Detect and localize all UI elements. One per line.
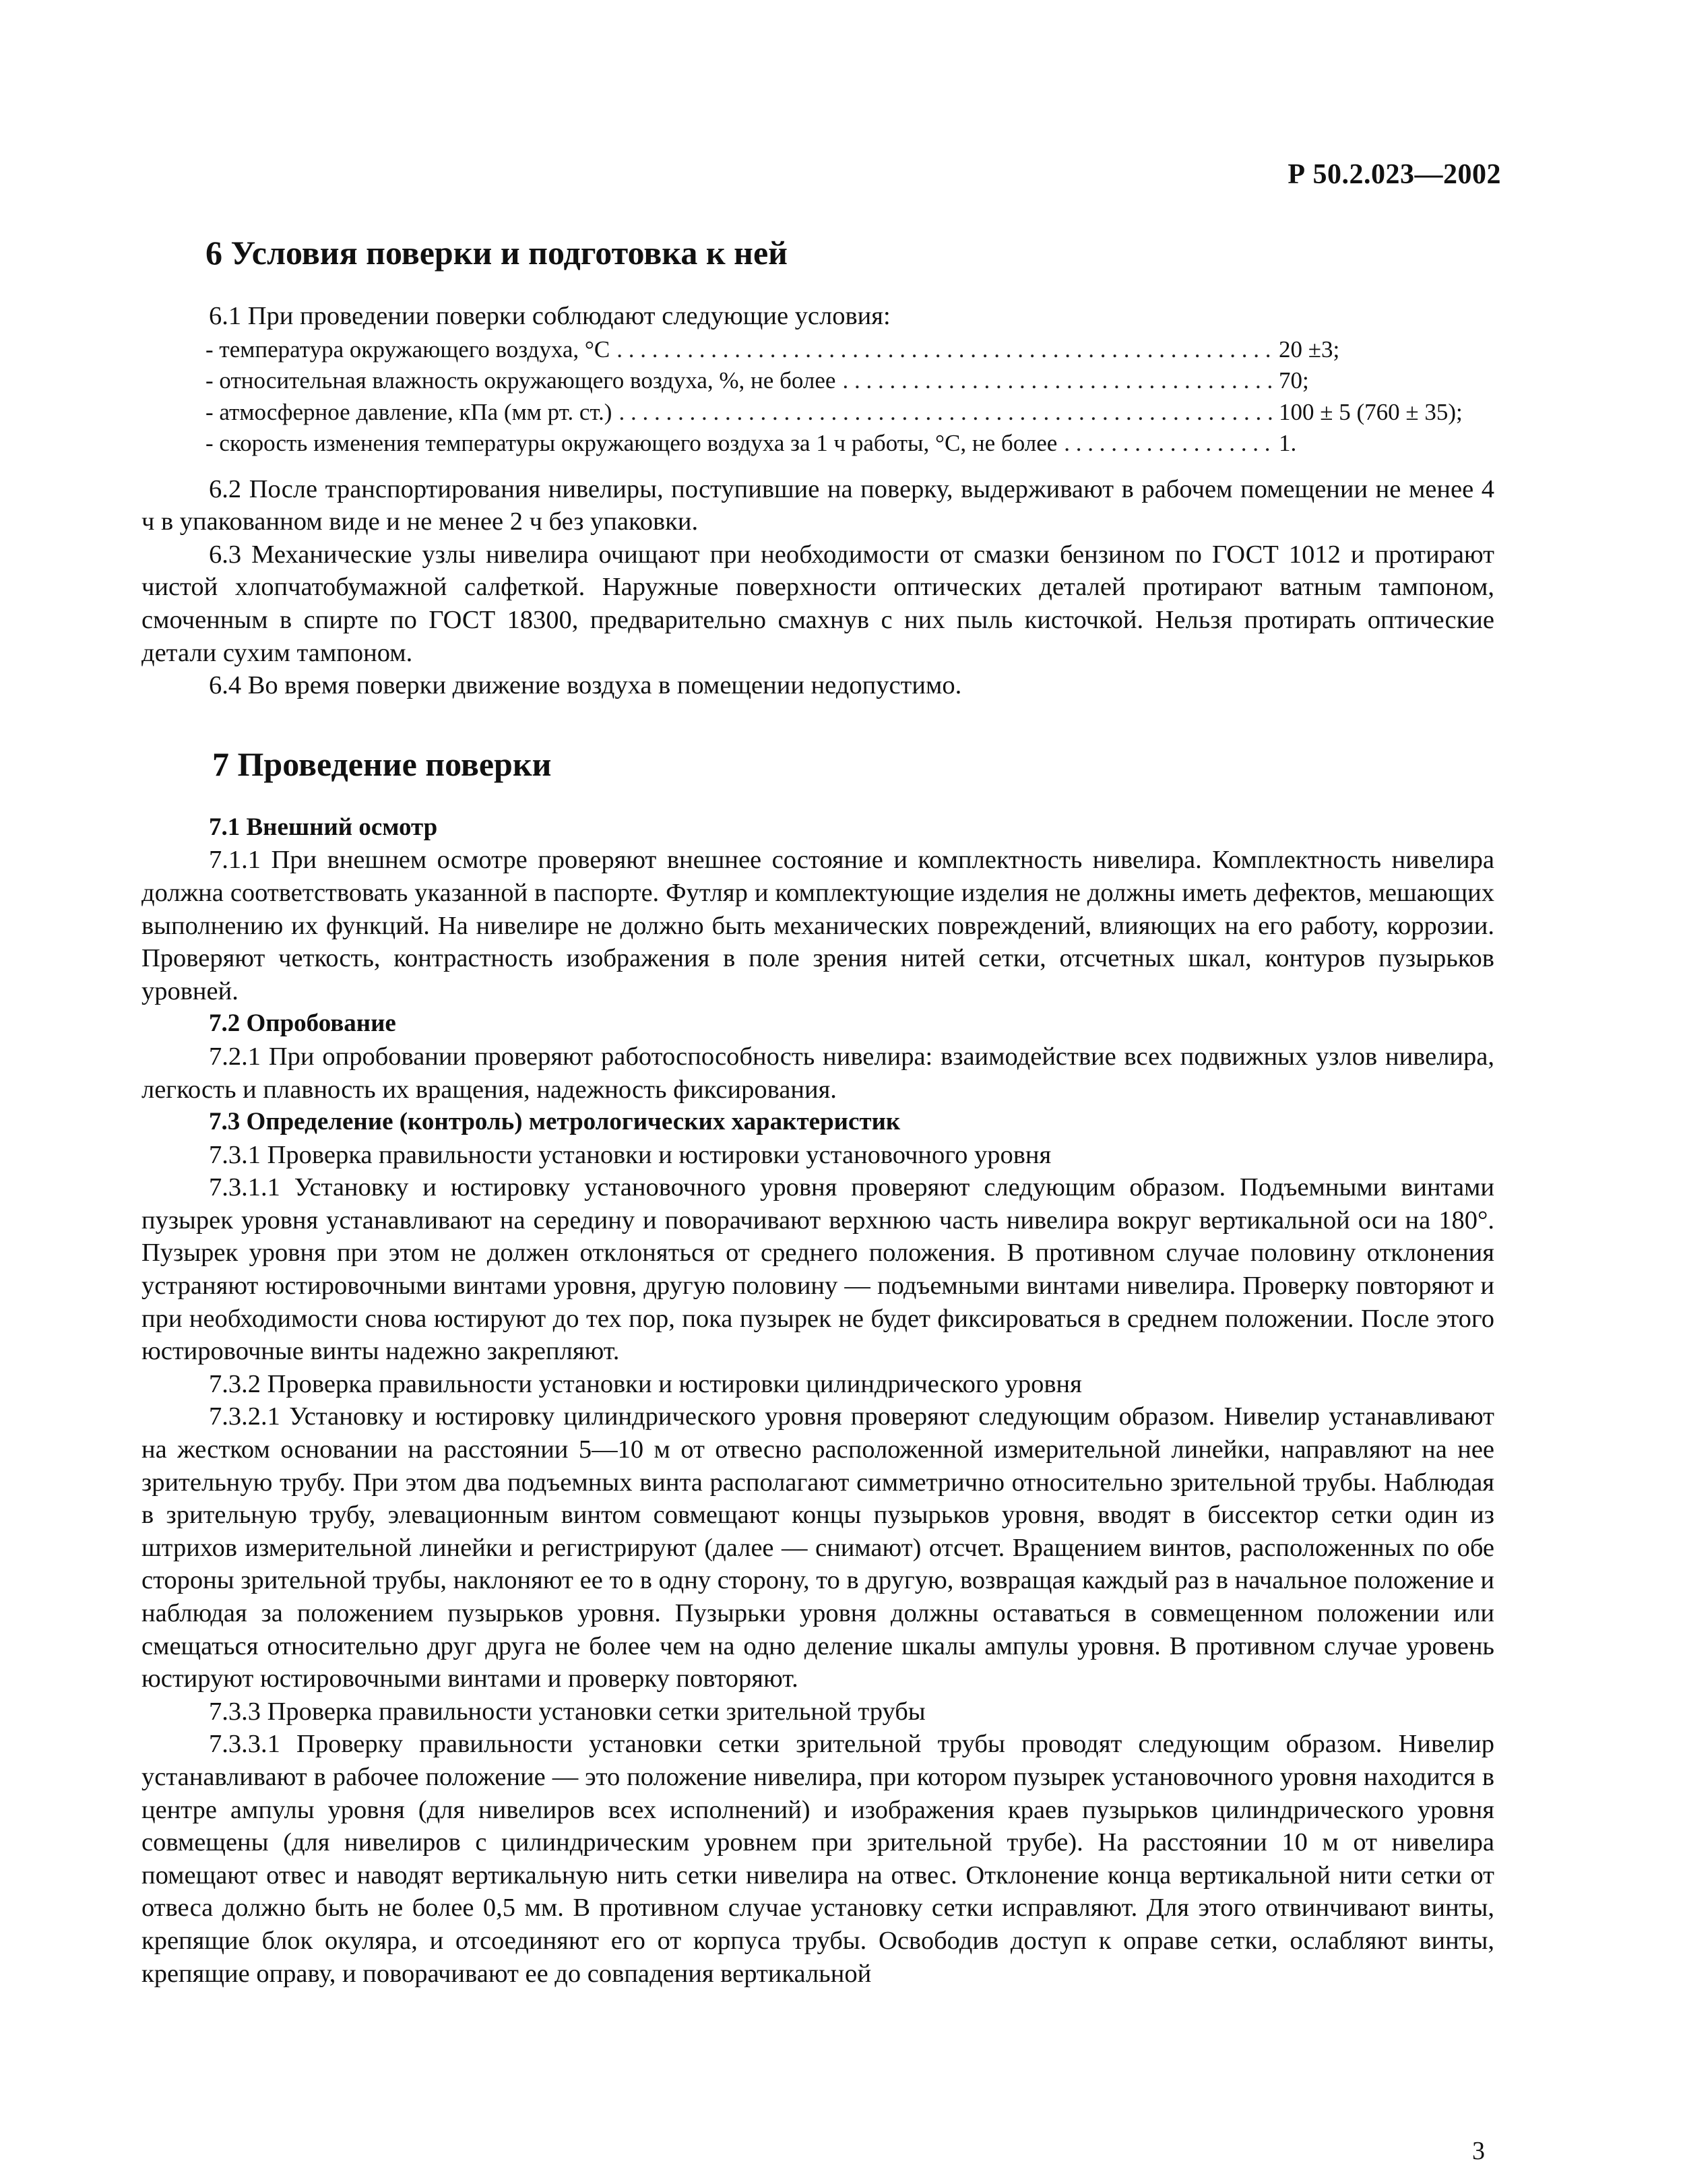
leader-dots [618,397,1272,429]
paragraph-7-3-1-1: 7.3.1.1 Установку и юстировку установочного уровня проверяют следующим образом. Подъемными винтами пузырек уровня устанавливают на середину и поворачивают верхнюю часть нивелира вокруг вертикальной оси на 180°. Пузырек уровня при этом не должен отклоняться от среднего положения. В противном случае половину отклонения устраняют юстировочными винтами уровня, другую половину — подъемными винтами нивелира. Проверку повторяют и при необходимости снова юстируют до тех пор, пока пузырек не будет фиксироваться в среднем положении. После этого юстировочные винты надежно закрепляют. [141,1173,1494,1366]
condition-value: 100 ± 5 (760 ± 35); [1279,398,1463,425]
paragraph-7-1-1: 7.1.1 При внешнем осмотре проверяют внешнее состояние и комплектность нивелира. Комплектность нивелира должна соответствовать указанной в паспорте. Футляр и комплектующие изделия не должны иметь дефектов, мешающих выполнению их функций. На нивелире не должно быть механических повреждений, влияющих на его работу, коррозии. Проверяют четкость, контрастность изображения в поле зрения нитей сетки, отсчетных шкал, контуров пузырьков уровней. [141,846,1494,1005]
section-7-heading: 7 Проведение поверки [212,745,552,783]
paragraph-7-3-3: 7.3.3 Проверка правильности установки сетки зрительной трубы [209,1697,926,1726]
conditions-list [141,334,1494,460]
condition-label: - скорость изменения температуры окружающего воздуха за 1 ч работы, °С, не более [205,430,1058,457]
condition-label: - атмосферное давление, кПа (мм рт. ст.) [205,398,612,425]
document-code: Р 50.2.023—2002 [1288,159,1501,190]
condition-item [205,428,1494,460]
condition-value: 1. [1279,430,1297,457]
page-content [141,232,1494,1990]
condition-label: - температура окружающего воздуха, °С [205,336,610,363]
paragraph-7-3-2-1: 7.3.2.1 Установку и юстировку цилиндрического уровня проверяют следующим образом. Нивелир устанавливают на жестком основании на расстоянии 5—10 м от отвесно расположенной измерительной линейки, направляют на нее зрительную трубу. При этом два подъемных винта располагают симметрично относительно зрительной трубы. Наблюдая в зрительную трубу, элевационным винтом совмещают концы пузырьков уровня, вводят в биссектор сетки один из штрихов измерительной линейки и регистрируют (далее — снимают) отсчет. Вращением винтов, расположенных по обе стороны зрительной трубы, наклоняют ее то в одну сторону, то в другую, возвращая каждый раз в начальное положение и наблюдая за положением пузырьков уровня. Пузырьки уровня должны оставаться в совмещенном положении или смещаться относительно друг друга не более чем на одно деление шкалы ампулы уровня. В противном случае уровень юстируют юстировочными винтами и проверку повторяют. [141,1402,1494,1693]
leader-dots [842,365,1272,397]
paragraph-6-2: 6.2 После транспортирования нивелиры, поступившие на поверку, выдерживают в рабочем помещении не менее 4 ч в упакованном виде и не менее 2 ч без упаковки. [141,474,1494,536]
section-6-heading: 6 Условия поверки и подготовка к ней [205,234,788,272]
subsection-7-2-heading: 7.2 Опробование [209,1009,396,1038]
leader-dots [1064,428,1272,460]
condition-item [205,334,1494,366]
paragraph-7-2-1: 7.2.1 При опробовании проверяют работоспособность нивелира: взаимодействие всех подвижных узлов нивелира, легкость и плавность их вращения, надежность фиксирования. [141,1042,1494,1104]
condition-label: - относительная влажность окружающего воздуха, %, не более [205,367,836,394]
page-number: 3 [1472,2137,1485,2165]
paragraph-6-1: 6.1 При проведении поверки соблюдают следующие условия: [209,302,891,330]
subsection-7-1-heading: 7.1 Внешний осмотр [209,813,438,841]
paragraph-6-3: 6.3 Механические узлы нивелира очищают при необходимости от смазки бензином по ГОСТ 1012 и протирают чистой хлопчатобумажной салфеткой. Наружные поверхности оптических деталей протирают ватным тампоном, смоченным в спирте по ГОСТ 18300, предварительно смахнув с них пыль кисточкой. Нельзя протирать оптические детали сухим тампоном. [141,540,1494,667]
paragraph-7-3-1: 7.3.1 Проверка правильности установки и юстировки установочного уровня [209,1140,1052,1169]
paragraph-7-3-2: 7.3.2 Проверка правильности установки и юстировки цилиндрического уровня [209,1369,1082,1398]
leader-dots [616,334,1272,366]
condition-item [205,365,1494,397]
condition-item [205,397,1494,429]
paragraph-6-4: 6.4 Во время поверки движение воздуха в помещении недопустимо. [209,671,962,700]
condition-value: 70; [1279,367,1309,394]
condition-value: 20 ±3; [1279,336,1340,363]
subsection-7-3-heading: 7.3 Определение (контроль) метрологических характеристик [209,1108,901,1136]
paragraph-7-3-3-1: 7.3.3.1 Проверку правильности установки сетки зрительной трубы проводят следующим образом. Нивелир устанавливают в рабочее положение — это положение нивелира, при котором пузырек установочного уровня находится в центре ампулы уровня (для нивелиров всех исполнений) и изображения краев пузырьков цилиндрического уровня совмещены (для нивелиров с цилиндрическим уровнем при зрительной трубе). На расстоянии 10 м от нивелира помещают отвес и наводят вертикальную нить сетки нивелира на отвес. Отклонение конца вертикальной нити сетки от отвеса должно быть не более 0,5 мм. В противном случае установку сетки исправляют. Для этого отвинчивают винты, крепящие блок окуляра, и отсоединяют его от корпуса трубы. Освободив доступ к оправе сетки, ослабляют винты, крепящие оправу, и поворачивают ее до совпадения вертикальной [141,1730,1494,1988]
